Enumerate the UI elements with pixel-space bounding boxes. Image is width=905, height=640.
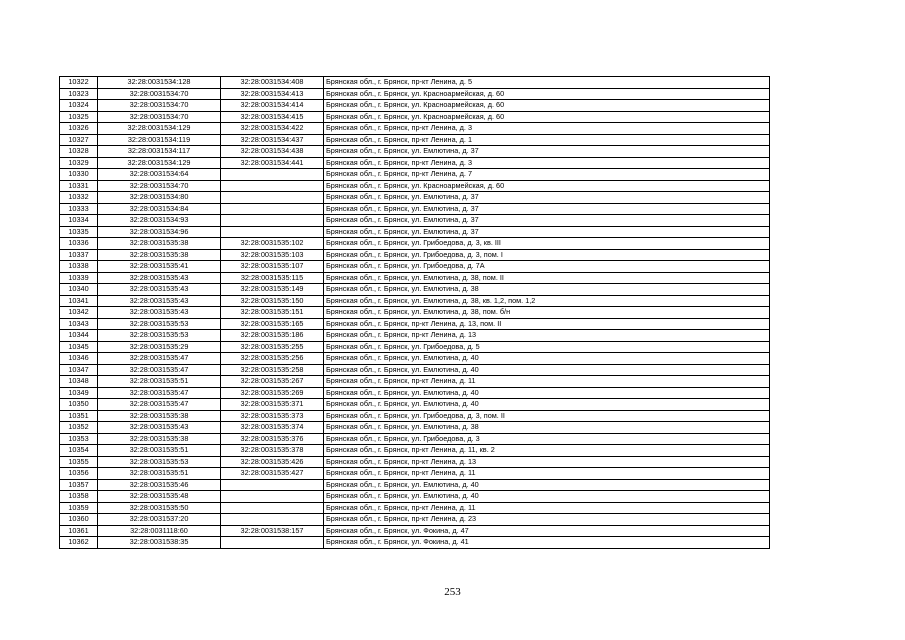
table-row (60, 341, 770, 353)
table-row (60, 88, 770, 100)
row-number-cell: 10349 (60, 387, 98, 399)
land-cadastral-number-cell: 32:28:0031534:96 (98, 226, 221, 238)
address-cell: Брянская обл., г. Брянск, ул. Емлютина, д. 37 (324, 215, 770, 227)
object-cadastral-number-cell: 32:28:0031534:408 (221, 77, 324, 89)
object-cadastral-number-cell: 32:28:0031534:413 (221, 88, 324, 100)
table-row (60, 364, 770, 376)
table-row (60, 537, 770, 549)
row-number-cell: 10345 (60, 341, 98, 353)
object-cadastral-number-cell (221, 537, 324, 549)
address-cell: Брянская обл., г. Брянск, ул. Емлютина, д. 38, кв. 1,2, пом. 1,2 (324, 295, 770, 307)
table-row (60, 479, 770, 491)
land-cadastral-number-cell: 32:28:0031534:117 (98, 146, 221, 158)
object-cadastral-number-cell: 32:28:0031535:256 (221, 353, 324, 365)
row-number-cell: 10351 (60, 410, 98, 422)
address-cell: Брянская обл., г. Брянск, ул. Емлютина, д. 40 (324, 387, 770, 399)
land-cadastral-number-cell: 32:28:0031535:48 (98, 491, 221, 503)
object-cadastral-number-cell: 32:28:0031535:149 (221, 284, 324, 296)
object-cadastral-number-cell: 32:28:0031534:414 (221, 100, 324, 112)
registry-table (59, 76, 770, 549)
address-cell: Брянская обл., г. Брянск, ул. Фокина, д. 47 (324, 525, 770, 537)
row-number-cell: 10361 (60, 525, 98, 537)
row-number-cell: 10343 (60, 318, 98, 330)
table-row (60, 215, 770, 227)
row-number-cell: 10353 (60, 433, 98, 445)
table-row (60, 284, 770, 296)
object-cadastral-number-cell (221, 215, 324, 227)
table-row (60, 456, 770, 468)
land-cadastral-number-cell: 32:28:0031535:38 (98, 238, 221, 250)
address-cell: Брянская обл., г. Брянск, пр-кт Ленина, д. 13 (324, 456, 770, 468)
object-cadastral-number-cell: 32:28:0031535:426 (221, 456, 324, 468)
row-number-cell: 10326 (60, 123, 98, 135)
land-cadastral-number-cell: 32:28:0031535:38 (98, 410, 221, 422)
land-cadastral-number-cell: 32:28:0031535:43 (98, 422, 221, 434)
object-cadastral-number-cell: 32:28:0031535:115 (221, 272, 324, 284)
row-number-cell: 10334 (60, 215, 98, 227)
land-cadastral-number-cell: 32:28:0031534:129 (98, 157, 221, 169)
land-cadastral-number-cell: 32:28:0031535:53 (98, 456, 221, 468)
land-cadastral-number-cell: 32:28:0031534:129 (98, 123, 221, 135)
land-cadastral-number-cell: 32:28:0031534:128 (98, 77, 221, 89)
address-cell: Брянская обл., г. Брянск, пр-кт Ленина, д. 13, пом. II (324, 318, 770, 330)
address-cell: Брянская обл., г. Брянск, ул. Емлютина, д. 40 (324, 399, 770, 411)
row-number-cell: 10325 (60, 111, 98, 123)
land-cadastral-number-cell: 32:28:0031535:43 (98, 295, 221, 307)
land-cadastral-number-cell: 32:28:0031534:70 (98, 100, 221, 112)
land-cadastral-number-cell: 32:28:0031535:51 (98, 445, 221, 457)
address-cell: Брянская обл., г. Брянск, пр-кт Ленина, д. 11, кв. 2 (324, 445, 770, 457)
land-cadastral-number-cell: 32:28:0031535:47 (98, 353, 221, 365)
table-row (60, 111, 770, 123)
table-row (60, 376, 770, 388)
row-number-cell: 10331 (60, 180, 98, 192)
address-cell: Брянская обл., г. Брянск, пр-кт Ленина, д. 13 (324, 330, 770, 342)
object-cadastral-number-cell: 32:28:0031534:438 (221, 146, 324, 158)
land-cadastral-number-cell: 32:28:0031535:51 (98, 468, 221, 480)
object-cadastral-number-cell (221, 169, 324, 181)
address-cell: Брянская обл., г. Брянск, пр-кт Ленина, д. 7 (324, 169, 770, 181)
address-cell: Брянская обл., г. Брянск, ул. Грибоедова, д. 3, кв. III (324, 238, 770, 250)
address-cell: Брянская обл., г. Брянск, пр-кт Ленина, д. 23 (324, 514, 770, 526)
address-cell: Брянская обл., г. Брянск, ул. Красноармейская, д. 60 (324, 180, 770, 192)
land-cadastral-number-cell: 32:28:0031534:70 (98, 111, 221, 123)
row-number-cell: 10336 (60, 238, 98, 250)
address-cell: Брянская обл., г. Брянск, ул. Емлютина, д. 38, пом. II (324, 272, 770, 284)
address-cell: Брянская обл., г. Брянск, ул. Емлютина, д. 38, пом. б/н (324, 307, 770, 319)
row-number-cell: 10342 (60, 307, 98, 319)
address-cell: Брянская обл., г. Брянск, ул. Красноармейская, д. 60 (324, 100, 770, 112)
row-number-cell: 10335 (60, 226, 98, 238)
address-cell: Брянская обл., г. Брянск, ул. Фокина, д. 41 (324, 537, 770, 549)
address-cell: Брянская обл., г. Брянск, ул. Емлютина, д. 40 (324, 491, 770, 503)
object-cadastral-number-cell: 32:28:0031535:151 (221, 307, 324, 319)
table-row (60, 399, 770, 411)
table-row (60, 445, 770, 457)
land-cadastral-number-cell: 32:28:0031537:20 (98, 514, 221, 526)
land-cadastral-number-cell: 32:28:0031118:60 (98, 525, 221, 537)
object-cadastral-number-cell: 32:28:0031535:378 (221, 445, 324, 457)
land-cadastral-number-cell: 32:28:0031534:119 (98, 134, 221, 146)
registry-table-body (60, 77, 770, 549)
row-number-cell: 10344 (60, 330, 98, 342)
row-number-cell: 10322 (60, 77, 98, 89)
row-number-cell: 10350 (60, 399, 98, 411)
page-number: 253 (444, 586, 461, 598)
object-cadastral-number-cell: 32:28:0031535:102 (221, 238, 324, 250)
address-cell: Брянская обл., г. Брянск, ул. Грибоедова, д. 5 (324, 341, 770, 353)
table-row (60, 100, 770, 112)
table-row (60, 307, 770, 319)
object-cadastral-number-cell: 32:28:0031535:427 (221, 468, 324, 480)
object-cadastral-number-cell: 32:28:0031535:371 (221, 399, 324, 411)
address-cell: Брянская обл., г. Брянск, ул. Емлютина, д. 40 (324, 479, 770, 491)
row-number-cell: 10360 (60, 514, 98, 526)
table-row (60, 514, 770, 526)
object-cadastral-number-cell (221, 226, 324, 238)
land-cadastral-number-cell: 32:28:0031534:93 (98, 215, 221, 227)
land-cadastral-number-cell: 32:28:0031535:43 (98, 284, 221, 296)
land-cadastral-number-cell: 32:28:0031535:43 (98, 307, 221, 319)
object-cadastral-number-cell (221, 479, 324, 491)
address-cell: Брянская обл., г. Брянск, ул. Красноармейская, д. 60 (324, 88, 770, 100)
row-number-cell: 10332 (60, 192, 98, 204)
table-row (60, 249, 770, 261)
address-cell: Брянская обл., г. Брянск, ул. Емлютина, д. 37 (324, 226, 770, 238)
table-row (60, 295, 770, 307)
row-number-cell: 10347 (60, 364, 98, 376)
object-cadastral-number-cell: 32:28:0031535:374 (221, 422, 324, 434)
address-cell: Брянская обл., г. Брянск, ул. Грибоедова, д. 3, пом. I (324, 249, 770, 261)
land-cadastral-number-cell: 32:28:0031534:70 (98, 180, 221, 192)
table-row (60, 433, 770, 445)
object-cadastral-number-cell (221, 203, 324, 215)
row-number-cell: 10356 (60, 468, 98, 480)
object-cadastral-number-cell: 32:28:0031534:441 (221, 157, 324, 169)
address-cell: Брянская обл., г. Брянск, пр-кт Ленина, д. 11 (324, 468, 770, 480)
land-cadastral-number-cell: 32:28:0031535:47 (98, 399, 221, 411)
address-cell: Брянская обл., г. Брянск, ул. Емлютина, д. 40 (324, 364, 770, 376)
address-cell: Брянская обл., г. Брянск, пр-кт Ленина, д. 1 (324, 134, 770, 146)
address-cell: Брянская обл., г. Брянск, пр-кт Ленина, д. 5 (324, 77, 770, 89)
land-cadastral-number-cell: 32:28:0031535:41 (98, 261, 221, 273)
land-cadastral-number-cell: 32:28:0031534:84 (98, 203, 221, 215)
table-row (60, 353, 770, 365)
object-cadastral-number-cell: 32:28:0031534:415 (221, 111, 324, 123)
land-cadastral-number-cell: 32:28:0031535:47 (98, 387, 221, 399)
row-number-cell: 10324 (60, 100, 98, 112)
land-cadastral-number-cell: 32:28:0031534:64 (98, 169, 221, 181)
table-row (60, 387, 770, 399)
object-cadastral-number-cell: 32:28:0031535:267 (221, 376, 324, 388)
address-cell: Брянская обл., г. Брянск, ул. Емлютина, д. 40 (324, 353, 770, 365)
address-cell: Брянская обл., г. Брянск, ул. Емлютина, д. 38 (324, 284, 770, 296)
table-row (60, 410, 770, 422)
object-cadastral-number-cell (221, 514, 324, 526)
object-cadastral-number-cell: 32:28:0031535:269 (221, 387, 324, 399)
object-cadastral-number-cell: 32:28:0031535:107 (221, 261, 324, 273)
object-cadastral-number-cell: 32:28:0031535:150 (221, 295, 324, 307)
table-row (60, 192, 770, 204)
row-number-cell: 10330 (60, 169, 98, 181)
row-number-cell: 10346 (60, 353, 98, 365)
object-cadastral-number-cell: 32:28:0031535:373 (221, 410, 324, 422)
table-row (60, 180, 770, 192)
row-number-cell: 10348 (60, 376, 98, 388)
row-number-cell: 10355 (60, 456, 98, 468)
table-row (60, 272, 770, 284)
table-row (60, 318, 770, 330)
land-cadastral-number-cell: 32:28:0031535:43 (98, 272, 221, 284)
row-number-cell: 10357 (60, 479, 98, 491)
row-number-cell: 10337 (60, 249, 98, 261)
address-cell: Брянская обл., г. Брянск, ул. Емлютина, д. 37 (324, 203, 770, 215)
object-cadastral-number-cell: 32:28:0031535:165 (221, 318, 324, 330)
object-cadastral-number-cell: 32:28:0031535:186 (221, 330, 324, 342)
address-cell: Брянская обл., г. Брянск, ул. Красноармейская, д. 60 (324, 111, 770, 123)
address-cell: Брянская обл., г. Брянск, ул. Емлютина, д. 37 (324, 146, 770, 158)
row-number-cell: 10362 (60, 537, 98, 549)
address-cell: Брянская обл., г. Брянск, ул. Грибоедова, д. 7А (324, 261, 770, 273)
row-number-cell: 10327 (60, 134, 98, 146)
row-number-cell: 10341 (60, 295, 98, 307)
row-number-cell: 10359 (60, 502, 98, 514)
row-number-cell: 10328 (60, 146, 98, 158)
address-cell: Брянская обл., г. Брянск, ул. Грибоедова, д. 3, пом. II (324, 410, 770, 422)
table-row (60, 422, 770, 434)
object-cadastral-number-cell (221, 491, 324, 503)
land-cadastral-number-cell: 32:28:0031534:80 (98, 192, 221, 204)
table-row (60, 330, 770, 342)
land-cadastral-number-cell: 32:28:0031535:53 (98, 318, 221, 330)
row-number-cell: 10358 (60, 491, 98, 503)
table-row (60, 261, 770, 273)
table-row (60, 146, 770, 158)
table-row (60, 169, 770, 181)
table-row (60, 238, 770, 250)
land-cadastral-number-cell: 32:28:0031535:47 (98, 364, 221, 376)
row-number-cell: 10352 (60, 422, 98, 434)
row-number-cell: 10329 (60, 157, 98, 169)
table-row (60, 226, 770, 238)
address-cell: Брянская обл., г. Брянск, ул. Емлютина, д. 38 (324, 422, 770, 434)
row-number-cell: 10338 (60, 261, 98, 273)
land-cadastral-number-cell: 32:28:0031535:29 (98, 341, 221, 353)
object-cadastral-number-cell: 32:28:0031535:103 (221, 249, 324, 261)
address-cell: Брянская обл., г. Брянск, пр-кт Ленина, д. 11 (324, 376, 770, 388)
row-number-cell: 10339 (60, 272, 98, 284)
table-row (60, 502, 770, 514)
object-cadastral-number-cell (221, 180, 324, 192)
table-row (60, 468, 770, 480)
row-number-cell: 10323 (60, 88, 98, 100)
land-cadastral-number-cell: 32:28:0031534:70 (98, 88, 221, 100)
object-cadastral-number-cell: 32:28:0031534:422 (221, 123, 324, 135)
address-cell: Брянская обл., г. Брянск, пр-кт Ленина, д. 3 (324, 123, 770, 135)
land-cadastral-number-cell: 32:28:0031535:50 (98, 502, 221, 514)
land-cadastral-number-cell: 32:28:0031535:53 (98, 330, 221, 342)
address-cell: Брянская обл., г. Брянск, пр-кт Ленина, д. 3 (324, 157, 770, 169)
land-cadastral-number-cell: 32:28:0031538:35 (98, 537, 221, 549)
table-row (60, 157, 770, 169)
object-cadastral-number-cell: 32:28:0031535:255 (221, 341, 324, 353)
table-row (60, 491, 770, 503)
table-row (60, 525, 770, 537)
table-row (60, 123, 770, 135)
address-cell: Брянская обл., г. Брянск, ул. Грибоедова, д. 3 (324, 433, 770, 445)
address-cell: Брянская обл., г. Брянск, пр-кт Ленина, д. 11 (324, 502, 770, 514)
land-cadastral-number-cell: 32:28:0031535:38 (98, 433, 221, 445)
object-cadastral-number-cell: 32:28:0031535:258 (221, 364, 324, 376)
land-cadastral-number-cell: 32:28:0031535:46 (98, 479, 221, 491)
land-cadastral-number-cell: 32:28:0031535:51 (98, 376, 221, 388)
row-number-cell: 10333 (60, 203, 98, 215)
address-cell: Брянская обл., г. Брянск, ул. Емлютина, д. 37 (324, 192, 770, 204)
row-number-cell: 10340 (60, 284, 98, 296)
table-row (60, 77, 770, 89)
table-row (60, 203, 770, 215)
land-cadastral-number-cell: 32:28:0031535:38 (98, 249, 221, 261)
object-cadastral-number-cell: 32:28:0031538:157 (221, 525, 324, 537)
object-cadastral-number-cell (221, 502, 324, 514)
table-row (60, 134, 770, 146)
object-cadastral-number-cell (221, 192, 324, 204)
row-number-cell: 10354 (60, 445, 98, 457)
object-cadastral-number-cell: 32:28:0031534:437 (221, 134, 324, 146)
object-cadastral-number-cell: 32:28:0031535:376 (221, 433, 324, 445)
